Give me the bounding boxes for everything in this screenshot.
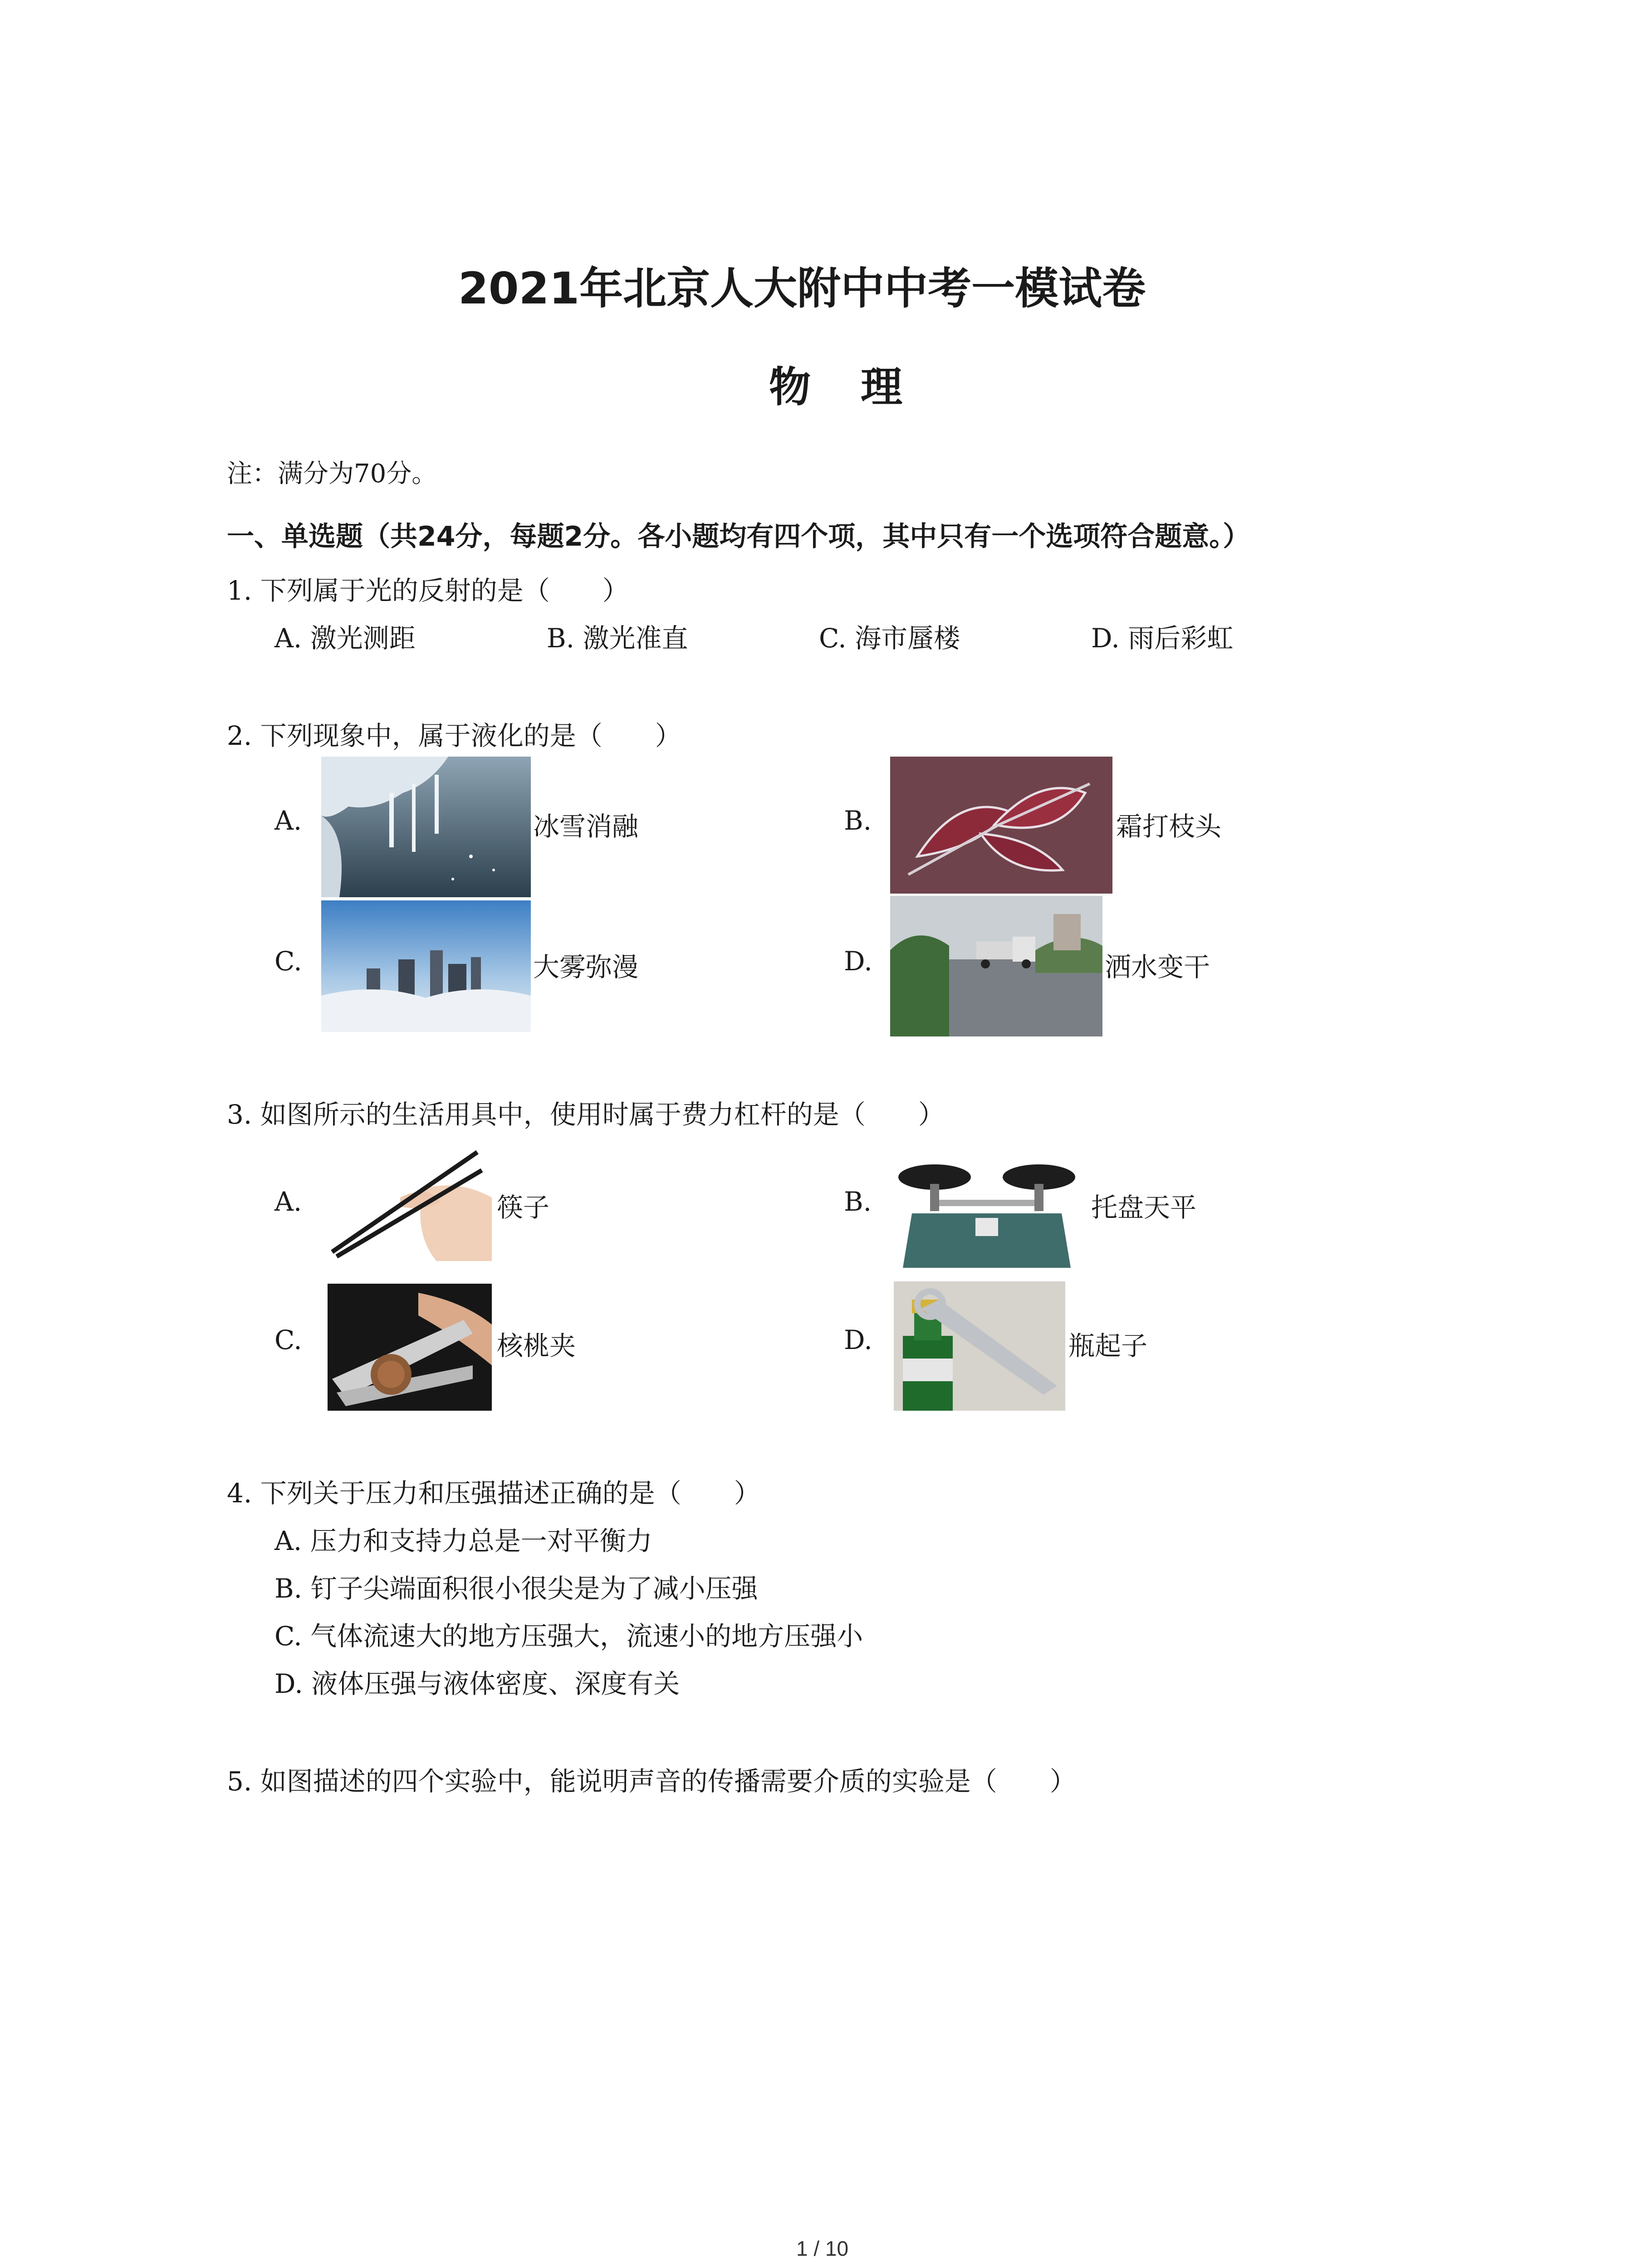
question-3-option-c-letter: C. (274, 1325, 302, 1355)
bottle-opener-photo (894, 1281, 1065, 1411)
question-2-option-d-letter: D. (844, 946, 872, 977)
page-number: 1 / 10 (796, 2237, 849, 2260)
question-3-option-b-caption: 托盘天平 (1091, 1192, 1197, 1223)
question-2-option-c-letter: C. (274, 946, 302, 977)
score-note: 注：满分为70分。 (227, 459, 437, 489)
question-3-option-d-caption: 瓶起子 (1068, 1330, 1148, 1361)
section-heading: 一、单选题（共24分，每题2分。各小题均有四个项，其中只有一个选项符合题意。） (227, 521, 1250, 552)
question-3-option-b-letter: B. (844, 1186, 872, 1217)
question-3-stem: 3. 如图所示的生活用具中，使用时属于费力杠杆的是（ ） (227, 1099, 945, 1130)
nutcracker-photo (328, 1284, 492, 1411)
question-2-option-c-caption: 大雾弥漫 (533, 952, 639, 982)
subject-title: 物理 (769, 363, 953, 411)
question-4-option-b: B. 钉子尖端面积很小很尖是为了减小压强 (274, 1573, 758, 1604)
chopsticks-photo (323, 1143, 492, 1261)
question-1-option-d: D. 雨后彩虹 (1091, 623, 1234, 654)
question-4-option-c: C. 气体流速大的地方压强大，流速小的地方压强小 (274, 1621, 863, 1652)
question-3-option-a-caption: 筷子 (497, 1192, 550, 1223)
water-truck-photo (890, 896, 1102, 1036)
question-3-option-d-letter: D. (844, 1325, 872, 1355)
question-4-option-d: D. 液体压强与液体密度、深度有关 (274, 1668, 680, 1699)
question-1-option-a: A. 激光测距 (274, 623, 416, 654)
question-1-option-c: C. 海市蜃楼 (819, 623, 960, 654)
question-5-stem: 5. 如图描述的四个实验中，能说明声音的传播需要介质的实验是（ ） (227, 1766, 1076, 1797)
balance-photo (894, 1141, 1080, 1272)
question-1-option-b: B. 激光准直 (547, 623, 688, 654)
question-2-stem: 2. 下列现象中，属于液化的是（ ） (227, 720, 681, 751)
melting-ice-photo (321, 757, 531, 897)
question-2-option-d-caption: 洒水变干 (1105, 952, 1210, 982)
page-title: 2021年北京人大附中中考一模试卷 (458, 263, 1146, 314)
question-2-option-a-caption: 冰雪消融 (533, 811, 639, 842)
frost-leaves-photo (890, 757, 1112, 894)
question-4-stem: 4. 下列关于压力和压强描述正确的是（ ） (227, 1478, 760, 1509)
question-2-option-b-caption: 霜打枝头 (1116, 811, 1222, 842)
question-2-option-a-letter: A. (274, 805, 302, 836)
question-3-option-c-caption: 核桃夹 (497, 1330, 576, 1361)
question-2-option-b-letter: B. (844, 805, 872, 836)
question-4-option-a: A. 压力和支持力总是一对平衡力 (274, 1525, 652, 1556)
question-3-option-a-letter: A. (274, 1186, 302, 1217)
question-1-stem: 1. 下列属于光的反射的是（ ） (227, 575, 629, 606)
fog-city-photo (321, 900, 531, 1032)
